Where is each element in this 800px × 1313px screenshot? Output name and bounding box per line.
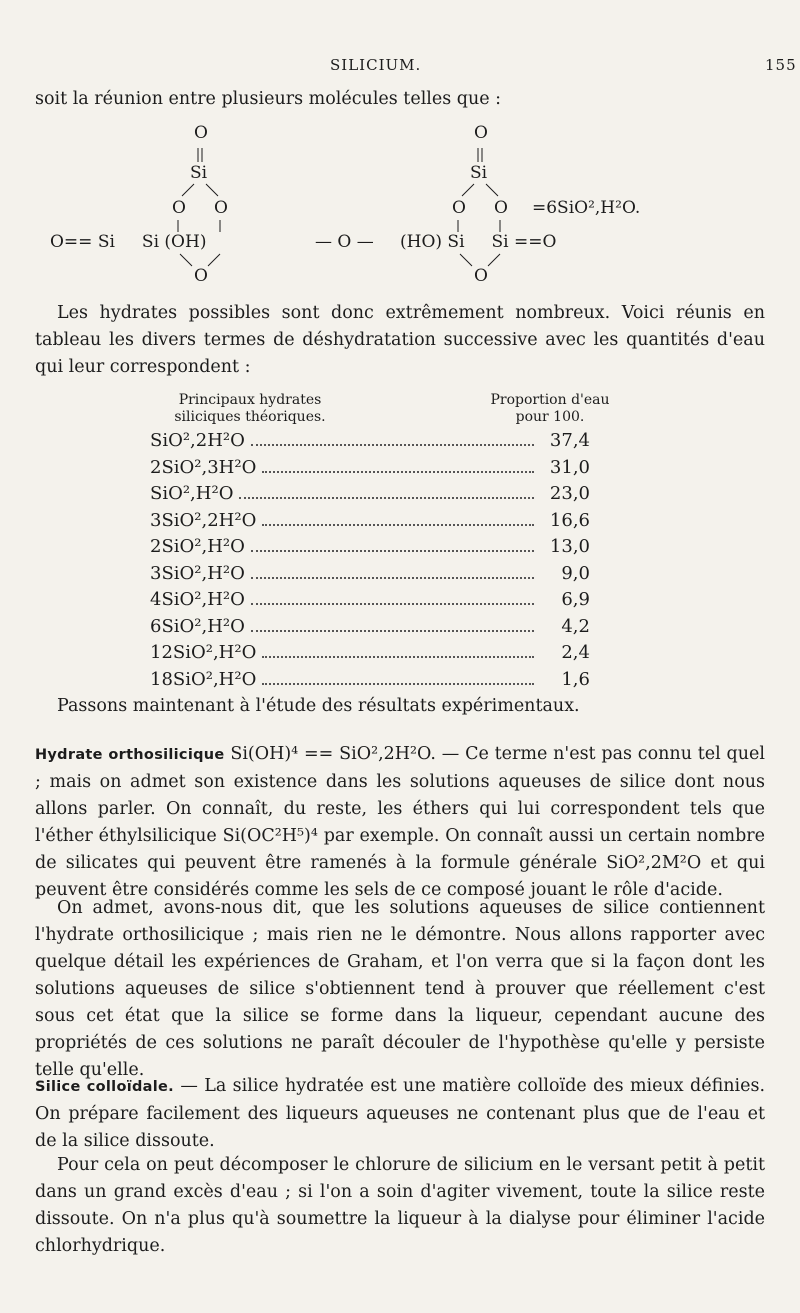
dot-leader	[262, 471, 534, 473]
dot-leader	[251, 444, 534, 446]
table-row	[150, 642, 590, 669]
section-hydrate-orthosilicique	[35, 741, 765, 904]
hydrate-formula: 18SiO²,H²O	[150, 668, 257, 690]
formula-right-row: (HO) Si Si ==O	[400, 232, 557, 252]
hydrate-formula: SiO²,H²O	[150, 483, 234, 504]
section-text-hydrate: — Ce terme n'est pas connu tel quel ; mais on admet son existence dans les solutions aqueuses de silice dont nous allons parler. On connaît, du reste, les éthers qui lui correspondent tels que l'éther éthylsilicique Si(OC²H⁵)⁴ par exemple. On connaît aussi un certain nombre de silicates qui peuvent être ramenés à la formule générale SiO²,2M²O et qui peuvent être considérés comme les sels de ce composé jouant le rôle d'acide.	[35, 744, 765, 900]
paragraph-chlorure: Pour cela on peut décomposer le chlorure de silicium en le versant petit à petit dans un grand excès d'eau ; si l'on a soin d'agiter vivement, toute la silice reste dissoute. On n'a plus qu'à soumettre la liqueur à la dialyse pour éliminer l'acide chlorhydrique.	[35, 1155, 765, 1256]
hydrate-formula: SiO²,2H²O	[150, 430, 245, 451]
structural-formula	[50, 120, 760, 290]
dot-leader	[251, 577, 534, 579]
table-row	[150, 483, 590, 510]
hydrate-formula: 3SiO²,2H²O	[150, 509, 257, 531]
intro-line: soit la réunion entre plusieurs molécules telles que :	[35, 89, 502, 109]
formula-bridge: — O —	[315, 232, 374, 252]
table-header-proportion: Proportion d'eau pour 100.	[490, 392, 610, 425]
hydrate-formula: 2SiO²,H²O	[150, 536, 245, 557]
formula-left-row: O== Si Si (OH)	[50, 232, 207, 252]
water-proportion: 4,2	[561, 615, 590, 637]
dot-leader	[251, 603, 534, 605]
table-row	[150, 616, 590, 643]
paragraph-graham: On admet, avons-nous dit, que les solutions aqueuses de silice contiennent l'hydrate orthosilicique ; mais rien ne le démontre. Nous allons rapporter avec quelque détail les expériences de Graham, et l'on verra que si la façon dont les solutions aqueuses de silice s'obtiennent tend à prouver que réellement c'est sous cet état que la silice se forme dans la liqueur, cependant aucune des propriétés de ces solutions ne paraît découler de l'hypothèse qu'elle y persiste telle qu'elle.	[35, 898, 765, 1080]
table-row	[150, 510, 590, 537]
hydrate-formula: 4SiO²,H²O	[150, 589, 245, 610]
formula-o-right-b: O	[494, 198, 508, 218]
section-title-hydrate: Hydrate orthosilicique	[35, 747, 225, 763]
table-row	[150, 669, 590, 696]
formula-o-top-left: O	[194, 123, 208, 143]
formula-o-left-a: O	[172, 198, 186, 218]
water-proportion: 9,0	[561, 562, 590, 584]
water-proportion: 6,9	[561, 589, 590, 610]
section-formula-hydrate: Si(OH)⁴ == SiO²,2H²O.	[224, 744, 436, 764]
water-proportion: 2,4	[561, 642, 590, 663]
hydrate-formula: 12SiO²,H²O	[150, 642, 257, 663]
table-row	[150, 536, 590, 563]
dot-leader	[262, 683, 534, 685]
hydrate-formula: 3SiO²,H²O	[150, 562, 245, 584]
water-proportion: 1,6	[561, 668, 590, 690]
paragraph-passons: Passons maintenant à l'étude des résultats expérimentaux.	[57, 696, 580, 716]
water-proportion: 13,0	[549, 536, 590, 557]
table-row	[150, 457, 590, 484]
section-text-silice: — La silice hydratée est une matière colloïde des mieux définies. On prépare facilement des liqueurs aqueuses ne contenant plus que de l'eau et de la silice dissoute.	[35, 1076, 766, 1151]
table-row	[150, 430, 590, 457]
formula-o-bottom-right: O	[474, 266, 488, 286]
dot-leader	[239, 497, 534, 499]
section-title-silice: Silice colloïdale.	[35, 1079, 174, 1095]
section-silice-colloidale	[35, 1073, 765, 1155]
running-header: SILICIUM.	[330, 56, 422, 74]
dot-leader	[262, 524, 534, 526]
hydrate-table	[150, 430, 590, 695]
water-proportion: 23,0	[549, 483, 590, 504]
formula-o-bottom-left: O	[194, 266, 208, 286]
hydrate-formula: 2SiO²,3H²O	[150, 456, 257, 478]
paragraph-hydrates: Les hydrates possibles sont donc extrêmement nombreux. Voici réunis en tableau les divers termes de déshydratation successive avec les quantités d'eau qui leur correspondent :	[35, 303, 765, 377]
water-proportion: 31,0	[549, 456, 590, 478]
table-row	[150, 563, 590, 590]
water-proportion: 16,6	[549, 509, 590, 531]
hydrate-formula: 6SiO²,H²O	[150, 615, 245, 637]
formula-result: =6SiO²,H²O.	[532, 198, 641, 218]
formula-si-top-right: Si	[470, 163, 488, 183]
formula-o-top-right: O	[474, 123, 488, 143]
water-proportion: 37,4	[549, 430, 590, 451]
formula-o-right-a: O	[452, 198, 466, 218]
dot-leader	[262, 656, 534, 658]
page-number: 155	[765, 56, 797, 74]
formula-o-left-b: O	[214, 198, 228, 218]
table-row	[150, 589, 590, 616]
dot-leader	[251, 550, 534, 552]
structural-formula-drawing	[50, 120, 760, 290]
table-header-hydrates: Principaux hydrates siliciques théoriques.	[174, 392, 326, 425]
formula-si-top-left: Si	[190, 163, 208, 183]
dot-leader	[251, 630, 534, 632]
